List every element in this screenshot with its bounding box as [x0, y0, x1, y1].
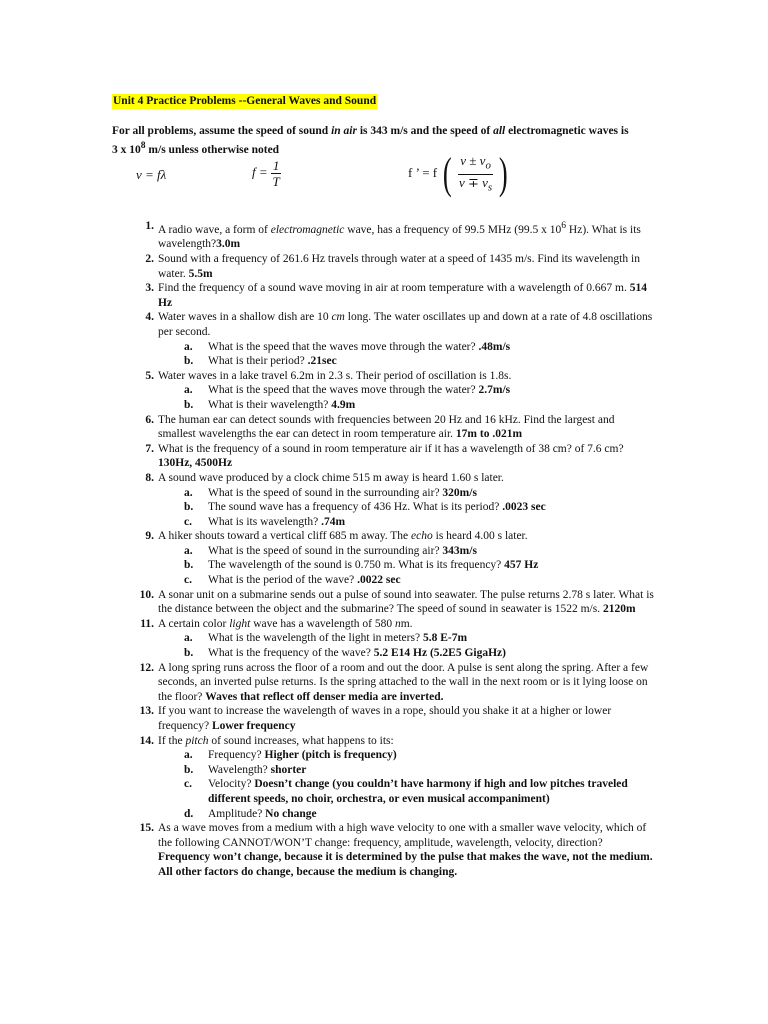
- subquestion: b. What is their period? .21sec: [184, 355, 337, 368]
- problem-8: 8. A sound wave produced by a clock chime 515 m away is heard 1.60 s later.: [145, 471, 504, 484]
- problem-10: 10. A sonar unit on a submarine sends out a pulse of sound into seawater. The pulse returns 2.78 s later. What is the distance between the object and the submarine? The speed of sound in seawater is 1522 m/s. 2120m: [139, 588, 654, 616]
- problem-7: 7. What is the frequency of a sound in room temperature air if it has a wavelength of 38 cm? of 7.6 cm? 130Hz, 4500Hz: [145, 442, 624, 470]
- subquestion: c. Velocity? Doesn’t change (you couldn’t have harmony if high and low pitches traveled different speeds, no choir, orchestra, or even musical accompaniment): [184, 778, 628, 805]
- left-paren: (: [443, 149, 453, 198]
- answer: .0022 sec: [357, 574, 401, 587]
- answer: 5.2 E14 Hz (5.2E5 GigaHz): [373, 647, 506, 660]
- subquestion: b. What is the frequency of the wave? 5.2 E14 Hz (5.2E5 GigaHz): [184, 647, 506, 660]
- problem-13: 13. If you want to increase the wavelength of waves in a rope, should you shake it at a higher or lower frequency? Lower frequency: [139, 705, 612, 733]
- answer: .48m/s: [478, 340, 511, 353]
- answer: 5.5m: [188, 267, 213, 280]
- answer: 2120m: [602, 603, 636, 616]
- answer: 3.0m: [216, 238, 241, 251]
- answer: Waves that reflect off denser media are inverted.: [205, 690, 444, 703]
- problem-11: 11. A certain color light wave has a wavelength of 580 nm.: [140, 617, 413, 630]
- problem-12: 12. A long spring runs across the floor of a room and out the door. A pulse is sent along the spring. After a few seconds, an inverted pulse returns. Is the spring attached to the wall in the next room or is it lying loose on the floor? Waves that reflect off denser media are inverted.: [139, 661, 649, 703]
- doppler-formula: f ’ = f ( $\frac{v \pm v_o}{v \mp v_s}$ ): [408, 149, 508, 198]
- problem-5: 5. Water waves in a lake travel 6.2m in 2.3 s. Their period of oscillation is 1.8s.: [145, 369, 512, 382]
- answer: .0023 sec: [502, 501, 546, 514]
- answer: 514 Hz: [158, 282, 647, 309]
- formula-row: [112, 149, 652, 202]
- subquestion: a. What is the speed of sound in the surrounding air? 320m/s: [184, 486, 477, 499]
- subquestion: a. What is the speed that the waves move through the water? 2.7m/s: [184, 384, 511, 397]
- answer: .74m: [321, 515, 346, 528]
- answer: 5.8 E-7m: [422, 632, 468, 645]
- right-paren: ): [499, 149, 508, 198]
- problem-6: 6. The human ear can detect sounds with frequencies between 20 Hz and 16 kHz. Find the largest and smallest wavelengths the ear can detect in room temperature air. 17m to .021m: [145, 413, 615, 441]
- subquestion: a. Frequency? Higher (pitch is frequency): [184, 749, 397, 762]
- problem-9: 9. A hiker shouts toward a vertical cliff 685 m away. The echo is heard 4.00 s later.: [145, 530, 528, 543]
- problem-3: 3. Find the frequency of a sound wave moving in air at room temperature with a wavelength of 0.667 m. 514 Hz: [145, 282, 647, 309]
- answer: .21sec: [307, 355, 337, 368]
- subquestion: d. Amplitude? No change: [184, 807, 317, 820]
- subquestion: b. What is their wavelength? 4.9m: [184, 398, 356, 411]
- fraction: $\frac{1}{T}$: [272, 158, 280, 189]
- answer: Lower frequency: [211, 720, 296, 733]
- problem-1: 1. A radio wave, a form of electromagnetic wave, has a frequency of 99.5 MHz (99.5 x $10^6$ Hz). What is its wavelength?3.0m: [145, 220, 641, 251]
- answer: 457 Hz: [504, 559, 539, 572]
- problem-4: 4. Water waves in a shallow dish are 10 cm long. The water oscillates up and down at a rate of 4.8 oscillations per second.: [145, 311, 653, 338]
- problem-2: 2. Sound with a frequency of 261.6 Hz travels through water at a speed of 1435 m/s. Find its wavelength in water. 5.5m: [145, 253, 640, 280]
- answer: shorter: [270, 763, 307, 776]
- subquestion: b. The sound wave has a frequency of 436 Hz. What is its period? .0023 sec: [184, 501, 546, 514]
- subquestion: c. What is the period of the wave? .0022 sec: [184, 574, 401, 587]
- answer: 130Hz, 4500Hz: [158, 457, 233, 470]
- intro-note: For all problems, assume the speed of sound in air is 343 m/s and the speed of all electromagnetic waves is 3 x $10^8$ m/s unless otherwise noted: [112, 125, 629, 156]
- answer: 2.7m/s: [478, 384, 511, 397]
- answer: Frequency won’t change, because it is determined by the pulse that makes the wave, not the medium. All other factors do change, because the medium is changing.: [158, 851, 653, 878]
- fraction: $\frac{v \pm v_o}{v \mp v_s}$: [458, 152, 493, 194]
- answer: 343m/s: [442, 544, 477, 557]
- problem-14: 14. If the pitch of sound increases, what happens to its:: [139, 734, 394, 747]
- frequency-formula: f = $\frac{1}{T}$: [252, 158, 280, 189]
- problem-list: [134, 219, 654, 880]
- answer: No change: [265, 807, 317, 820]
- answer: 4.9m: [331, 398, 356, 411]
- answer: 320m/s: [442, 486, 477, 499]
- subquestion: a. What is the speed that the waves move through the water? .48m/s: [184, 340, 511, 353]
- page-title: Unit 4 Practice Problems --General Waves and Sound: [113, 95, 377, 107]
- subquestion: c. What is its wavelength? .74m: [184, 515, 346, 528]
- wave-speed-formula: v = fλ: [136, 167, 167, 182]
- answer: Higher (pitch is frequency): [264, 749, 397, 762]
- subquestion: a. What is the wavelength of the light in meters? 5.8 E-7m: [184, 632, 468, 645]
- subquestion: b. The wavelength of the sound is 0.750 m. What is its frequency? 457 Hz: [184, 559, 539, 572]
- subquestion: a. What is the speed of sound in the surrounding air? 343m/s: [184, 544, 477, 557]
- subquestion: b. Wavelength? shorter: [184, 763, 307, 776]
- answer: 17m to .021m: [455, 428, 523, 441]
- problem-15: 15. As a wave moves from a medium with a high wave velocity to one with a smaller wave velocity, which of the following CANNOT/WON’T change: frequency, amplitude, wavelength, velocity, direction? Frequency won’t change, because it is determined by the pulse that makes the wave, not the medium. All other factors do change, because the medium is changing.: [139, 822, 653, 878]
- answer: Doesn’t change (you couldn’t have harmony if high and low pitches traveled different speeds, no choir, orchestra, or even musical accompaniment): [208, 778, 628, 805]
